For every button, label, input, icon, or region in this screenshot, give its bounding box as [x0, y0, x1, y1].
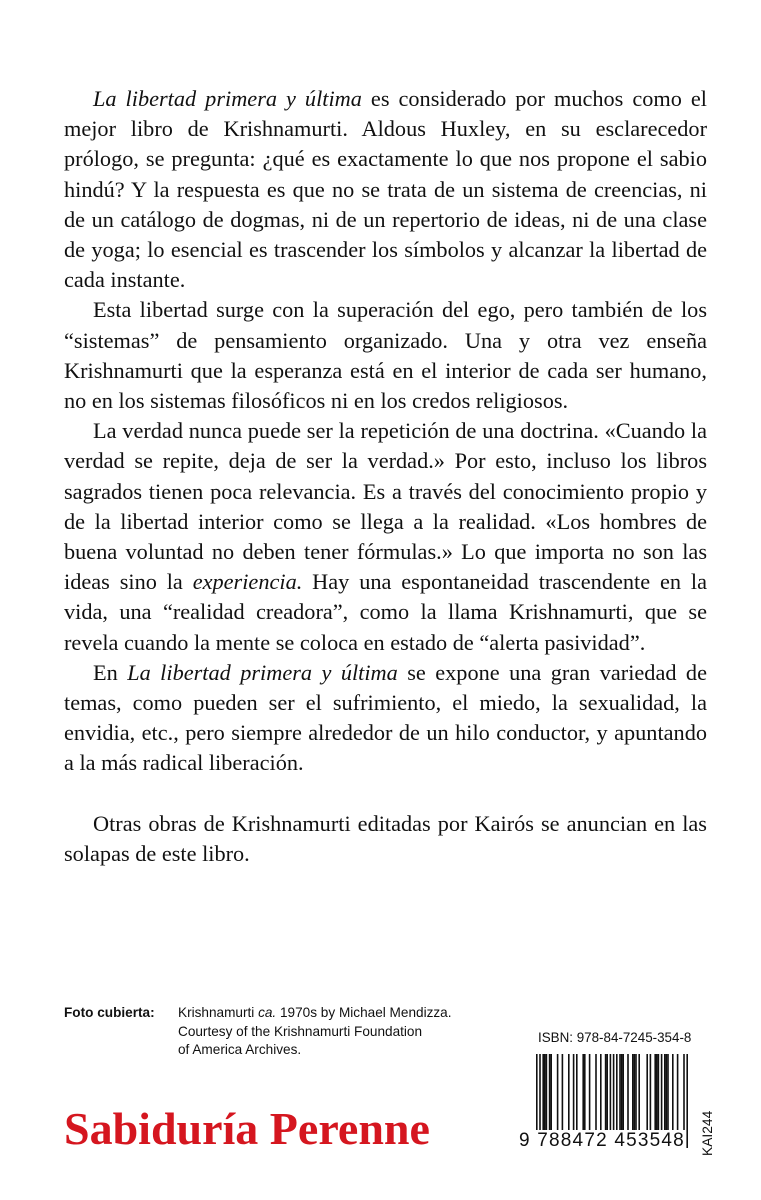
blurb-paragraph-2: Esta libertad surge con la superación del ego, pero también de los “sistemas” de pensamiento organizado. Una y otra vez enseña Krishnamurti que la esperanza está en el interior de cada ser humano, no en los sistemas filosóficos ni en los credos religiosos. [64, 297, 707, 414]
book-title-italic: La libertad primera y última [93, 86, 362, 111]
blurb-paragraph-5: Otras obras de Krishnamurti editadas por Kairós se anuncian en las solapas de este libro. [64, 810, 707, 866]
book-title-italic: La libertad primera y última [127, 659, 398, 685]
blurb-paragraph-4: En La libertad primera y última se expone una gran variedad de temas, como pueden ser el sufrimiento, el miedo, la sexualidad, la envidia, etc., pero siempre alrededor de un hilo conductor, y apuntando a la más radical liberación. [64, 659, 707, 776]
series-title: Sabiduría Perenne [64, 1103, 430, 1154]
isbn-label: ISBN: 978-84-7245-354-8 [538, 1030, 692, 1045]
barcode-digits: 9 788472 453548 [519, 1130, 685, 1151]
blurb-paragraph-3: La verdad nunca puede ser la repetición de una doctrina. «Cuando la verdad se repite, deja de ser la verdad.» Por esto, incluso los libros sagrados tienen poca relevancia. Es a través del conocimiento propio y de la libertad interior como se llega a la realidad. «Los hombres de buena voluntad no deben tener fórmulas.» Lo que importa no son las ideas sino la experiencia. Hay una espontaneidad trascendente en la vida, una “realidad creadora”, como la llama Krishnamurti, que se revela cuando la mente se coloca en estado de “alerta pasividad”. [64, 418, 708, 655]
catalog-code: KAI244 [700, 1110, 715, 1156]
photo-credit-text: Krishnamurti ca. 1970s by Michael Mendizza. Courtesy of the Krishnamurti Foundation of America Archives. [178, 1005, 452, 1057]
blurb [64, 84, 707, 869]
photo-credit-label: Foto cubierta: [64, 1005, 155, 1020]
blurb-paragraph-1: La libertad primera y última es considerado por muchos como el mejor libro de Krishnamurti. Aldous Huxley, en su esclarecedor prólogo, se pregunta: ¿qué es exactamente lo que nos propone el sabio hindú? Y la respuesta es que no se trata de un sistema de creencias, ni de un catálogo de dogmas, ni de un repertorio de ideas, ni de una clase de yoga; lo esencial es trascender los símbolos y alcanzar la libertad de cada instante. [64, 86, 707, 293]
barcode-bar [686, 1054, 688, 1148]
